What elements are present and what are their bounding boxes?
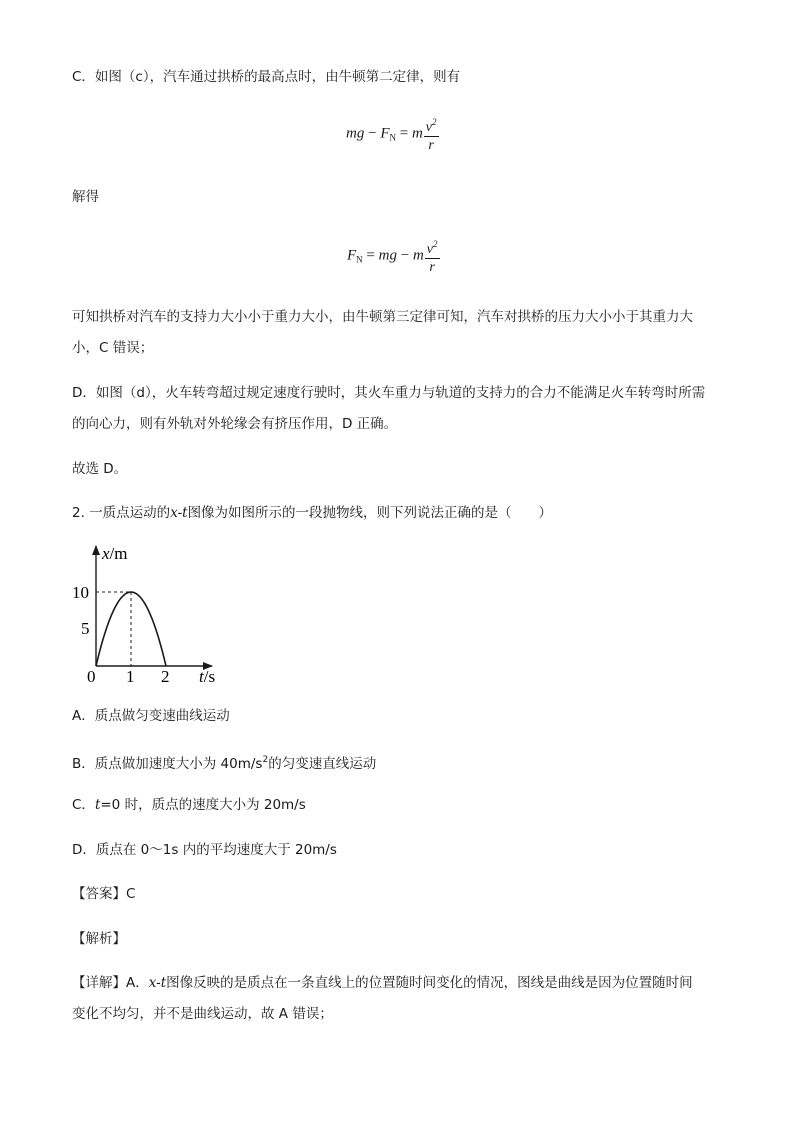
part-d-line1: D．如图（d），火车转弯超过规定速度行驶时，其火车重力与轨道的支持力的合力不能满足火车转弯时所需 xyxy=(72,385,706,401)
y-axis-label: x/m xyxy=(102,544,128,563)
x-tick-2: 2 xyxy=(161,667,170,686)
x-tick-1: 1 xyxy=(126,667,135,686)
answer-label: 【答案】 xyxy=(72,886,126,902)
answer xyxy=(72,879,732,910)
question-number: 2. xyxy=(72,505,85,521)
y-tick-5: 5 xyxy=(81,619,90,638)
part-d-line2: 的向心力，则有外轨对外轮缘会有挤压作用，D 正确。 xyxy=(72,416,398,432)
part-c-conclusion-line1: 可知拱桥对汽车的支持力大小小于重力大小，由牛顿第三定律可知，汽车对拱桥的压力大小小于其重力大 xyxy=(72,309,693,325)
solve-label: 解得 xyxy=(72,189,99,205)
option-a: A．质点做匀变速曲线运动 xyxy=(72,708,230,724)
detail-label: 【详解】 xyxy=(72,975,126,991)
choose-answer: 故选 D。 xyxy=(72,461,128,477)
answer-value: C xyxy=(126,886,136,902)
option-c: C．t=0 时，质点的速度大小为 20m/s xyxy=(72,797,306,813)
part-c-conclusion-line2: 小，C 错误； xyxy=(72,340,154,356)
equation-newton-second-law: mg − $F_N = m$ $\frac{v^2}{r}$ xyxy=(346,117,437,153)
x-axis-label: t/s xyxy=(199,667,216,686)
y-tick-10: 10 xyxy=(72,583,89,602)
question-2-stem: 2. 一质点运动的x-t图像为如图所示的一段抛物线，则下列说法正确的是（ ） xyxy=(72,505,553,521)
x-tick-0: 0 xyxy=(87,667,96,686)
x-t-graph xyxy=(68,540,228,690)
equation-normal-force: $F_N$ = mg − m $\frac{v^2}{r}$ xyxy=(347,239,438,275)
detail-line1: 【详解】A．x-t图像反映的是质点在一条直线上的位置随时间变化的情况，图线是曲线是因为位置随时间 xyxy=(72,975,693,991)
option-d: D．质点在 0～1s 内的平均速度大于 20m/s xyxy=(72,842,337,858)
option-b: B．质点做加速度大小为 $40m/s^2$的匀变速直线运动 xyxy=(72,755,377,772)
analysis-label: 【解析】 xyxy=(72,931,126,947)
part-c-intro: C．如图（c），汽车通过拱桥的最高点时，由牛顿第二定律，则有 xyxy=(72,69,461,85)
detail-line2: 变化不均匀，并不是曲线运动，故 A 错误； xyxy=(72,1006,333,1022)
